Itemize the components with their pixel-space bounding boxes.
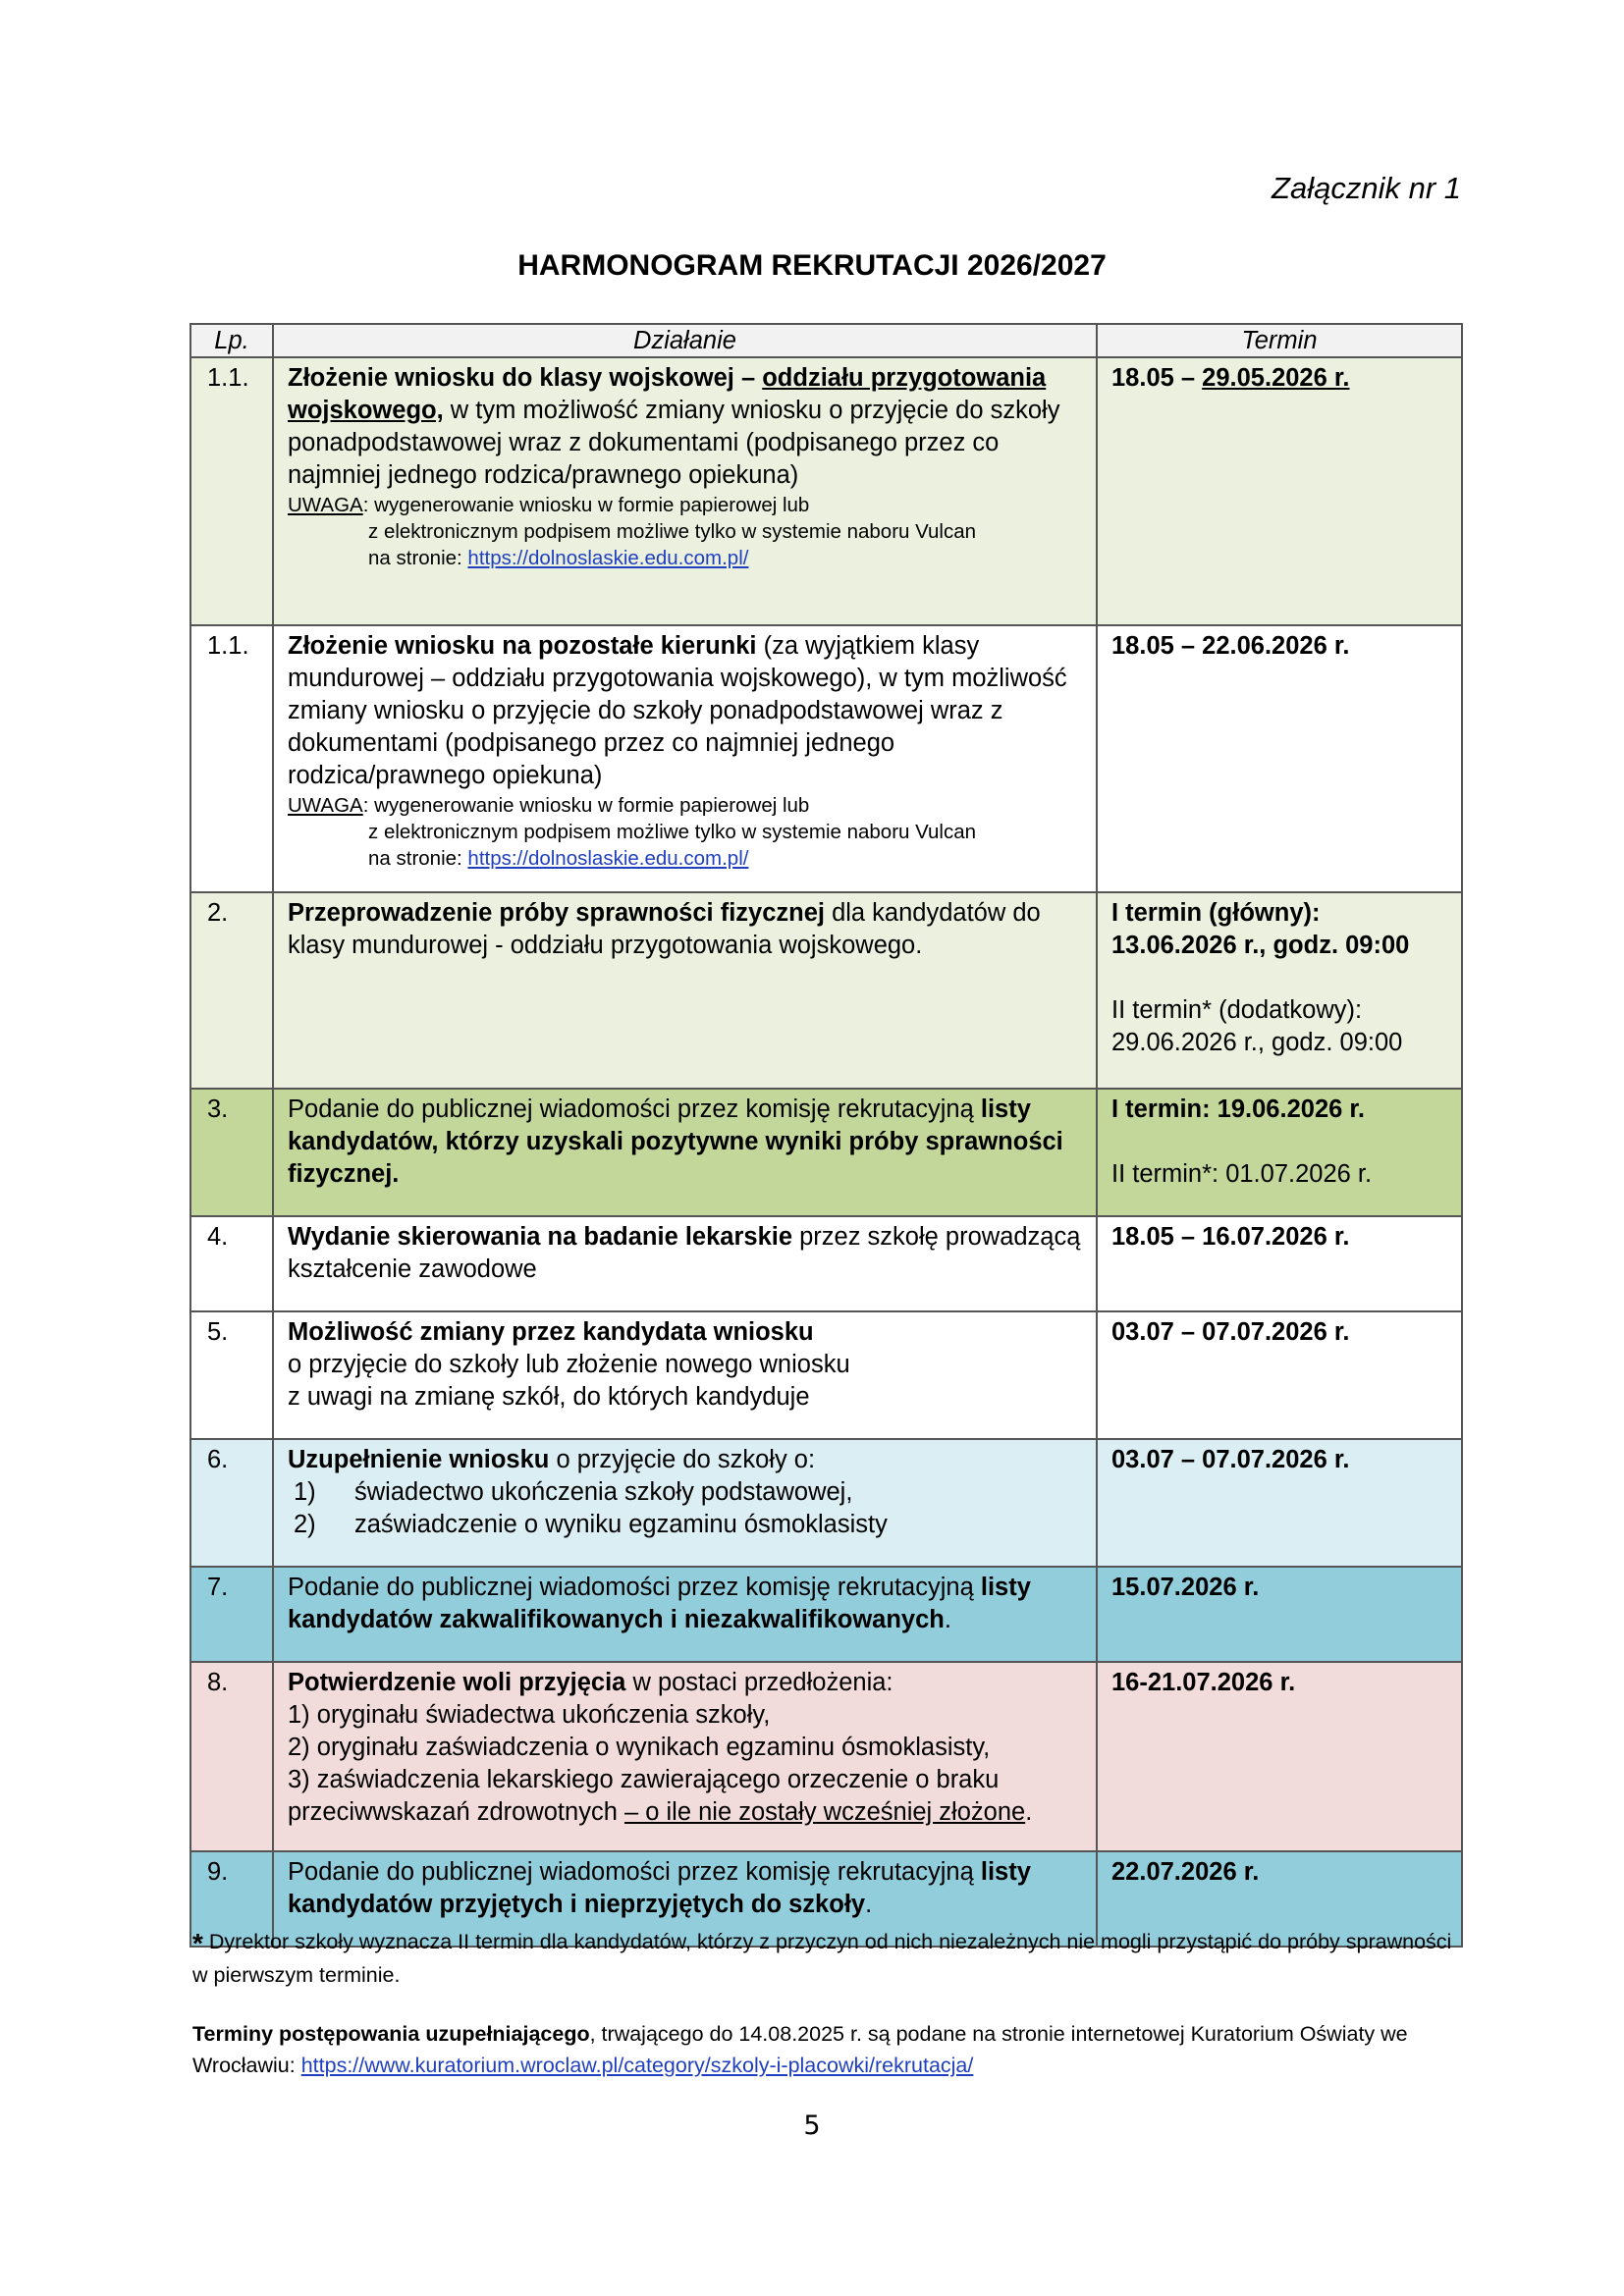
row-number: 3. — [190, 1089, 273, 1216]
table-row — [190, 357, 1462, 625]
header-term: Termin — [1097, 324, 1462, 357]
list-item — [288, 1509, 1082, 1541]
row-action — [273, 625, 1097, 892]
action-end: . — [944, 1606, 951, 1633]
dolnoslaskie-link[interactable]: https://dolnoslaskie.edu.com.pl/ — [467, 547, 749, 569]
term-value: 03.07 – 07.07.2026 r. — [1111, 1318, 1350, 1346]
table-row — [190, 1089, 1462, 1216]
action-bold: Uzupełnienie wniosku — [288, 1446, 550, 1473]
list-item-number: 1) — [294, 1478, 316, 1506]
action-underline: – o ile nie zostały wcześniej złożone — [623, 1798, 1026, 1826]
term-value: 22.07.2026 r. — [1111, 1858, 1260, 1886]
action-text: (za wyjątkiem klasy mundurowej – oddziału przygotowania wojskowego), w tym możliwość zmiany wniosku o przyjęcie do szkoły ponadpodstawowej wraz z dokumentami (podpisanego przez co najmniej jednego rodzica/prawnego opiekuna) — [288, 632, 1067, 789]
row-number: 4. — [190, 1216, 273, 1311]
list-item-text: świadectwo ukończenia szkoły podstawowej, — [354, 1478, 853, 1506]
row-number: 1.1. — [190, 357, 273, 625]
table-row — [190, 1439, 1462, 1567]
action-bold: listy kandydatów, którzy uzyskali pozytywne wyniki próby sprawności fizycznej. — [288, 1095, 1063, 1188]
row-action — [273, 357, 1097, 625]
row-number: 8. — [190, 1662, 273, 1851]
table-row — [190, 1567, 1462, 1662]
table-row — [190, 1216, 1462, 1311]
action-line: o przyjęcie do szkoły lub złożenie nowego wniosku — [288, 1351, 850, 1378]
footnote — [192, 1926, 1465, 1992]
row-number: 7. — [190, 1567, 273, 1662]
action-text: w tym możliwość zmiany wniosku o przyjęcie do szkoły ponadpodstawowej wraz z dokumentami (podpisanego przez co najmniej jednego rodzica/prawnego opiekuna) — [288, 397, 1060, 489]
note-line: na stronie: — [368, 847, 468, 870]
note-line: z elektronicznym podpisem możliwe tylko w systemie naboru Vulcan — [368, 520, 977, 543]
supplementary-text: , trwającego do 14.08.2025 r. są podane na stronie internetowej Kuratorium Oświaty we Wrocławiu: — [192, 2022, 1408, 2077]
table-row — [190, 892, 1462, 1089]
action-text: Podanie do publicznej wiadomości przez komisję rekrutacyjną — [288, 1574, 981, 1601]
row-action — [273, 1439, 1097, 1567]
table-row — [190, 625, 1462, 892]
term-value: 18.05 – 22.06.2026 r. — [1111, 632, 1350, 660]
list-item — [288, 1476, 1082, 1509]
supplementary-bold: Terminy postępowania uzupełniającego — [192, 2022, 590, 2046]
action-text: przez szkołę prowadzącą kształcenie zawodowe — [288, 1223, 1081, 1283]
note — [288, 492, 1082, 571]
term-value: 16-21.07.2026 r. — [1111, 1669, 1296, 1696]
page-number: 5 — [803, 2110, 821, 2141]
row-term — [1097, 1216, 1462, 1311]
note-line: : wygenerowanie wniosku w formie papierowej lub — [362, 794, 810, 817]
term-line: I termin (główny): — [1111, 899, 1321, 927]
kuratorium-link[interactable]: https://www.kuratorium.wroclaw.pl/category/szkoly-i-placowki/rekrutacja/ — [300, 2054, 974, 2077]
table-header-row — [190, 324, 1462, 357]
action-bold-underline: oddziału przygotowania wojskowego, — [288, 364, 1047, 424]
term-value: 18.05 – 16.07.2026 r. — [1111, 1223, 1350, 1251]
action-bold: Potwierdzenie woli przyjęcia — [288, 1669, 626, 1696]
row-action — [273, 1216, 1097, 1311]
note-label: UWAGA — [288, 794, 363, 817]
action-text: dla kandydatów do klasy mundurowej - oddziału przygotowania wojskowego. — [288, 899, 1041, 959]
row-number: 2. — [190, 892, 273, 1089]
row-action — [273, 1311, 1097, 1439]
row-number: 5. — [190, 1311, 273, 1439]
header-action: Działanie — [273, 324, 1097, 357]
action-bold: Złożenie wniosku na pozostałe kierunki — [288, 632, 757, 660]
term-line: 13.06.2026 r., godz. 09:00 — [1111, 932, 1410, 959]
action-bold: Przeprowadzenie próby sprawności fizycznej — [288, 899, 825, 927]
row-number: 1.1. — [190, 625, 273, 892]
action-end: . — [865, 1891, 873, 1918]
note-label: UWAGA — [288, 494, 363, 516]
row-number: 9. — [190, 1851, 273, 1947]
term-end: 29.05.2026 r. — [1202, 364, 1350, 392]
dolnoslaskie-link[interactable]: https://dolnoslaskie.edu.com.pl/ — [467, 847, 749, 870]
term-start: 18.05 – — [1111, 364, 1203, 392]
schedule-table — [189, 323, 1463, 1948]
row-term — [1097, 357, 1462, 625]
row-action — [273, 892, 1097, 1089]
annex-label: Załącznik nr 1 — [1272, 171, 1461, 205]
page-title: HARMONOGRAM REKRUTACJI 2026/2027 — [517, 249, 1107, 282]
note-line: z elektronicznym podpisem możliwe tylko w systemie naboru Vulcan — [368, 821, 977, 843]
footnote-text: Dyrektor szkoły wyznacza II termin dla kandydatów, którzy z przyczyn od nich niezależnych nie mogli przystąpić do próby sprawności w pierwszym terminie. — [192, 1930, 1452, 1987]
action-bold: Wydanie skierowania na badanie lekarskie — [288, 1223, 793, 1251]
list-item-text: zaświadczenie o wyniku egzaminu ósmoklasisty — [354, 1511, 888, 1538]
footnote-star: * — [192, 1928, 203, 1958]
term-line: II termin*: 01.07.2026 r. — [1111, 1160, 1373, 1188]
row-term — [1097, 1089, 1462, 1216]
action-text: o przyjęcie do szkoły o: — [549, 1446, 816, 1473]
note — [288, 792, 1082, 872]
row-action — [273, 1089, 1097, 1216]
note-line: : wygenerowanie wniosku w formie papierowej lub — [362, 494, 810, 516]
term-value: 03.07 – 07.07.2026 r. — [1111, 1446, 1350, 1473]
action-bold: listy kandydatów przyjętych i nieprzyjętych do szkoły — [288, 1858, 1031, 1918]
row-number: 6. — [190, 1439, 273, 1567]
table-row — [190, 1662, 1462, 1851]
action-line: 1) oryginału świadectwa ukończenia szkoły, — [288, 1701, 771, 1729]
action-bold: Możliwość zmiany przez kandydata wniosku — [288, 1318, 814, 1346]
action-line: 2) oryginału zaświadczenia o wynikach egzaminu ósmoklasisty, — [288, 1734, 991, 1761]
row-term — [1097, 625, 1462, 892]
note-line: na stronie: — [368, 547, 468, 569]
action-bold: Złożenie wniosku do klasy wojskowej – — [288, 364, 763, 392]
list-item-number: 2) — [294, 1511, 316, 1538]
row-term — [1097, 1311, 1462, 1439]
row-action — [273, 1567, 1097, 1662]
term-line: 29.06.2026 r., godz. 09:00 — [1111, 1029, 1403, 1056]
action-text: Podanie do publicznej wiadomości przez komisję rekrutacyjną — [288, 1095, 981, 1123]
row-term — [1097, 1439, 1462, 1567]
document-list — [288, 1476, 1082, 1541]
table-row — [190, 1311, 1462, 1439]
action-text: Podanie do publicznej wiadomości przez komisję rekrutacyjną — [288, 1858, 981, 1886]
supplementary-note — [192, 2018, 1465, 2081]
header-lp: Lp. — [190, 324, 273, 357]
action-bold: listy kandydatów zakwalifikowanych i niezakwalifikowanych — [288, 1574, 1031, 1633]
row-term — [1097, 1567, 1462, 1662]
action-line: z uwagi na zmianę szkół, do których kandyduje — [288, 1383, 810, 1411]
row-action — [273, 1662, 1097, 1851]
row-term — [1097, 1662, 1462, 1851]
term-value: 15.07.2026 r. — [1111, 1574, 1260, 1601]
action-end: . — [1025, 1798, 1033, 1826]
row-term — [1097, 892, 1462, 1089]
term-line: I termin: 19.06.2026 r. — [1111, 1095, 1365, 1123]
action-line: 3) zaświadczenia lekarskiego zawierającego orzeczenie o braku przeciwwskazań zdrowotnych — [288, 1766, 1000, 1826]
action-text: w postaci przedłożenia: — [625, 1669, 893, 1696]
term-line: II termin* (dodatkowy): — [1111, 996, 1363, 1024]
